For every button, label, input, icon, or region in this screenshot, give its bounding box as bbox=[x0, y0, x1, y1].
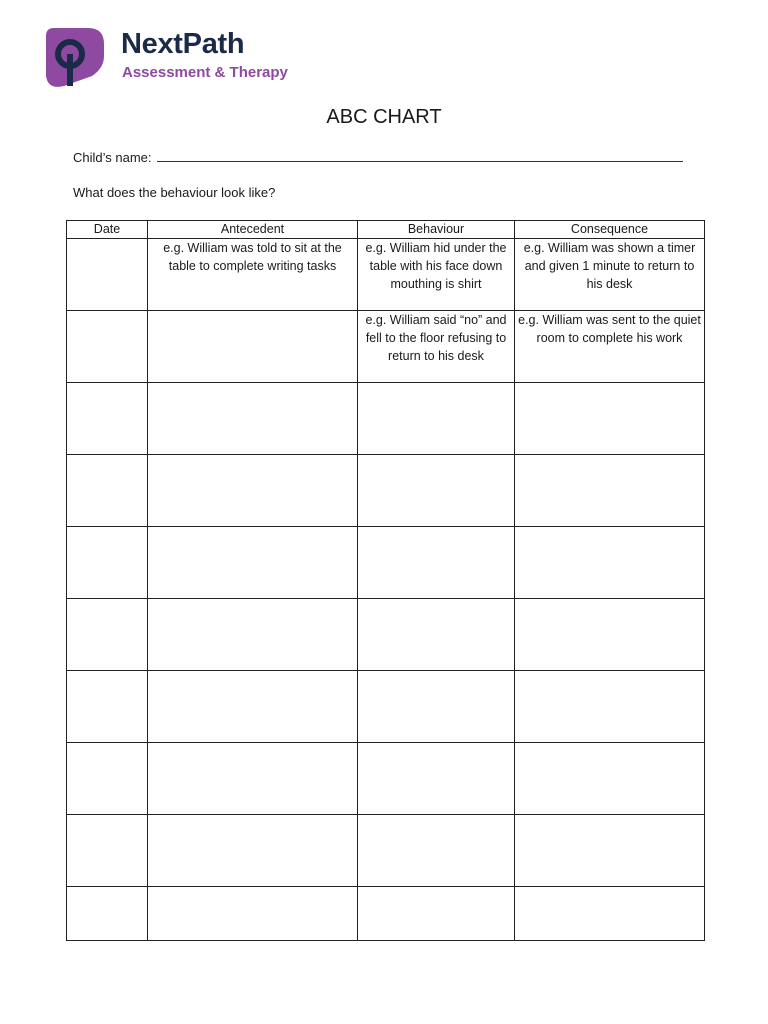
cell-date[interactable] bbox=[67, 455, 148, 527]
company-logo bbox=[44, 26, 304, 90]
brand-tagline: Assessment & Therapy bbox=[122, 64, 288, 81]
cell-consequence[interactable]: e.g. William was sent to the quiet room to complete his work bbox=[515, 311, 705, 383]
table-row bbox=[67, 311, 705, 383]
cell-antecedent[interactable] bbox=[148, 887, 358, 941]
header-antecedent: Antecedent bbox=[148, 221, 358, 239]
cell-antecedent[interactable] bbox=[148, 815, 358, 887]
table-row bbox=[67, 671, 705, 743]
cell-consequence[interactable] bbox=[515, 383, 705, 455]
childs-name-field[interactable] bbox=[73, 149, 683, 165]
cell-consequence[interactable] bbox=[515, 887, 705, 941]
brand-name: NextPath bbox=[121, 28, 245, 60]
table-row bbox=[67, 527, 705, 599]
cell-date[interactable] bbox=[67, 527, 148, 599]
table-row bbox=[67, 455, 705, 527]
cell-consequence[interactable] bbox=[515, 527, 705, 599]
cell-behaviour[interactable] bbox=[358, 671, 515, 743]
cell-antecedent[interactable] bbox=[148, 743, 358, 815]
cell-date[interactable] bbox=[67, 815, 148, 887]
childs-name-label: Child’s name: bbox=[73, 150, 152, 165]
cell-antecedent[interactable] bbox=[148, 599, 358, 671]
cell-behaviour[interactable]: e.g. William said “no” and fell to the floor refusing to return to his desk bbox=[358, 311, 515, 383]
header-date: Date bbox=[67, 221, 148, 239]
cell-date[interactable] bbox=[67, 599, 148, 671]
table-row bbox=[67, 383, 705, 455]
page-title: ABC CHART bbox=[326, 106, 442, 128]
cell-behaviour[interactable] bbox=[358, 383, 515, 455]
cell-antecedent[interactable] bbox=[148, 455, 358, 527]
table-row bbox=[67, 239, 705, 311]
cell-behaviour[interactable] bbox=[358, 527, 515, 599]
header-consequence: Consequence bbox=[515, 221, 705, 239]
table-row bbox=[67, 599, 705, 671]
cell-consequence[interactable] bbox=[515, 671, 705, 743]
cell-antecedent[interactable]: e.g. William was told to sit at the table to complete writing tasks bbox=[148, 239, 358, 311]
cell-date[interactable] bbox=[67, 311, 148, 383]
cell-consequence[interactable] bbox=[515, 455, 705, 527]
cell-behaviour[interactable] bbox=[358, 455, 515, 527]
behaviour-question: What does the behaviour look like? bbox=[73, 185, 276, 200]
cell-antecedent[interactable] bbox=[148, 527, 358, 599]
cell-behaviour[interactable] bbox=[358, 815, 515, 887]
cell-consequence[interactable] bbox=[515, 599, 705, 671]
cell-antecedent[interactable] bbox=[148, 383, 358, 455]
cell-consequence[interactable]: e.g. William was shown a timer and given 1 minute to return to his desk bbox=[515, 239, 705, 311]
cell-behaviour[interactable]: e.g. William hid under the table with his face down mouthing is shirt bbox=[358, 239, 515, 311]
cell-antecedent[interactable] bbox=[148, 671, 358, 743]
childs-name-blank[interactable] bbox=[157, 149, 683, 162]
table-row bbox=[67, 815, 705, 887]
nextpath-logo-icon bbox=[44, 26, 106, 88]
cell-date[interactable] bbox=[67, 239, 148, 311]
cell-behaviour[interactable] bbox=[358, 887, 515, 941]
cell-consequence[interactable] bbox=[515, 743, 705, 815]
abc-chart-table bbox=[66, 220, 705, 941]
cell-date[interactable] bbox=[67, 743, 148, 815]
table-row bbox=[67, 743, 705, 815]
cell-behaviour[interactable] bbox=[358, 743, 515, 815]
table-header-row bbox=[67, 221, 705, 239]
cell-behaviour[interactable] bbox=[358, 599, 515, 671]
cell-consequence[interactable] bbox=[515, 815, 705, 887]
header-behaviour: Behaviour bbox=[358, 221, 515, 239]
cell-date[interactable] bbox=[67, 887, 148, 941]
cell-date[interactable] bbox=[67, 383, 148, 455]
table-row bbox=[67, 887, 705, 941]
cell-date[interactable] bbox=[67, 671, 148, 743]
cell-antecedent[interactable] bbox=[148, 311, 358, 383]
